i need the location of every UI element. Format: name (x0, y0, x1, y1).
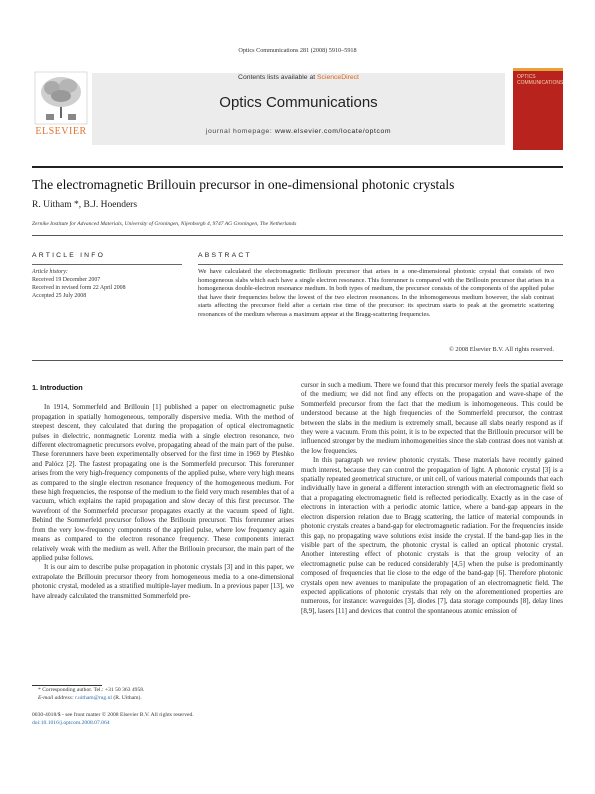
history-label: Article history: (32, 269, 68, 275)
abstract-rule (198, 264, 563, 265)
front-matter-info (32, 712, 194, 727)
article-authors: R. Uitham *, B.J. Hoenders (32, 200, 138, 210)
journal-cover-image (513, 68, 563, 150)
article-info-rule (32, 264, 182, 265)
homepage-url[interactable]: www.elsevier.com/locate/optcom (274, 128, 392, 135)
cover-title-line-1: OPTICS (517, 74, 536, 80)
journal-homepage (92, 128, 505, 135)
abstract-text: We have calculated the electromagnetic Brillouin precursor that arises in a one-dimensional photonic crystal that consists of two homogeneous slabs which each have a single electron resonance. This forerunner is compared with the Brillouin precursor that arises in a homogeneous double-electron resonance medium. In both types of medium, the precursor consists of the components of the applied pulse that have their frequencies below the lowest of the two electron resonances. In the inhomogeneous medium however, the slab contrast starts affecting the precursor field after a certain rise time of the precursor: its spectrum starts to peak at the geometric scattering resonances of the medium whereas a maximum appear at the Bragg-scattering frequencies. (198, 268, 554, 318)
elsevier-wordmark: ELSEVIER (35, 126, 87, 137)
abstract-bottom-rule (32, 360, 563, 361)
article-history (32, 268, 126, 300)
header-rule (32, 166, 563, 168)
email-label: E-mail address: (38, 694, 76, 701)
article-info-heading: ARTICLE INFO (32, 252, 106, 259)
author-affiliation: Zernike Institute for Advanced Materials, University of Groningen, Nijenborgh 4, 9747 AG Groningen, The Netherlands (32, 221, 297, 227)
journal-reference: Optics Communications 281 (2008) 5910–5918 (238, 47, 357, 54)
body-column-left (32, 383, 294, 601)
paragraph: It is our aim to describe pulse propagation in photonic crystals [3] and in this paper, we extrapolate the Brillouin precursor theory from homogeneous media to a one-dimensional photonic crystal, modeled as a stratified multiple-layer medium. In a previous paper [13], we have already calculated the transmitted Sommerfeld pre- (32, 563, 294, 600)
homepage-prefix: journal homepage: (205, 128, 275, 135)
abstract-copyright: © 2008 Elsevier B.V. All rights reserved. (448, 346, 554, 353)
history-accepted: Accepted 25 July 2008 (32, 293, 87, 299)
footnote-rule (32, 685, 102, 686)
history-revised: Received in revised form 22 April 2008 (32, 285, 126, 291)
paragraph: In 1914, Sommerfeld and Brillouin [1] published a paper on electromagnetic pulse propagation in spatially homogeneous, temporally dispersive media. With the method of steepest descent, they calculated that during the propagation of optical electromagnetic pulses in dielectric, nonmagnetic Lorentz media with a single electron resonance, two different electromagnetic precursors evolve, propagating ahead of the main part of the pulse. These forerunners have been experimentally observed for the first time in 1969 by Pleshko and Palócz [2]. The fastest propagating one is the Sommerfeld precursor. This forerunner arises from the very high-frequency components of the applied pulse, where very high means as compared to the single electron resonance frequency of the homogeneous medium. For these high frequencies, the response of the medium to the field very much resembles that of a vacuum, which explains the rapid propagation and slow decay of this first precursor. The wavefront of the Sommerfeld precursor propagates exactly at the vacuum speed of light. Behind the Sommerfeld precursor follows the Brillouin precursor. This forerunner arises from the very low-frequency components of the applied pulse, where low frequency again means as compared to the electron resonance frequency. These components interact relatively weak with the medium as well. After the Brillouin precursor, the main part of the applied pulse follows. (32, 403, 294, 562)
journal-header (32, 70, 563, 165)
body-column-right (301, 381, 563, 616)
abstract-heading: ABSTRACT (198, 252, 252, 259)
email-link[interactable]: r.uitham@rug.nl (75, 694, 112, 701)
cover-title (517, 74, 563, 86)
article-info (32, 252, 182, 299)
doi-link[interactable]: doi:10.1016/j.optcom.2008.07.064 (32, 719, 110, 726)
sciencedirect-link[interactable]: ScienceDirect (317, 74, 359, 81)
abstract (198, 252, 563, 353)
history-received: Received 19 December 2007 (32, 277, 101, 283)
section-heading-introduction: 1. Introduction (32, 383, 83, 392)
contents-prefix: Contents lists available at (238, 74, 318, 81)
journal-title: Optics Communications (219, 94, 378, 111)
issn-line: 0030-4018/$ - see front matter © 2008 Elsevier B.V. All rights reserved. (32, 712, 194, 718)
paragraph: cursor in such a medium. There we found that this precursor merely feels the spatial average of the medium; we did not find any effects on the propagation and wave-shape of the Sommerfeld precursor from the fact that the medium is inhomogeneous. This could be understood because at the high frequencies of the Sommerfeld precursor, the contrast between the slabs in the medium is extremely small, because all slabs nearly respond as if they were a vacuum. From this point, it is to be expected that the Brillouin precursor will be influenced stronger by the medium inhomogeneities since the slab contrast does not vanish at the low frequencies. (301, 381, 563, 455)
contents-available-line (92, 74, 505, 81)
cover-title-line-2: COMMUNICATIONS (517, 80, 564, 86)
cover-strip (513, 68, 563, 71)
affiliation-rule (32, 235, 563, 236)
footnote (38, 687, 144, 702)
corresponding-author: * Corresponding author. Tel.: +31 50 363 4958. (38, 687, 145, 693)
email-suffix: (R. Uitham). (111, 694, 142, 701)
article-title: The electromagnetic Brillouin precursor in one-dimensional photonic crystals (32, 177, 455, 192)
email-line (38, 695, 144, 703)
paragraph: In this paragraph we review photonic crystals. These materials have recently gained much interest, because they can control the propagation of light. A photonic crystal [3] is a spatially repeated geometrical structure, or unit cell, of various material compounds that each individually have in general a different interaction strength with an electromagnetic field so that a propagating electromagnetic field is reflected periodically. Exactly as in the case of electrons in interaction with a periodic atomic lattice, where a band-gap appears in the electron dispersion relation due to Bragg scattering, the lattice of material compounds in photonic crystals creates a band-gap for electromagnetic radiation. For the frequencies inside this gap, no propagating wave solutions exist inside the crystal. If the band-gap lies in the visible part of the spectrum, the photonic crystal is called an optical photonic crystal. Another interesting effect of photonic crystals is that the group velocity of an electromagnetic pulse can be reduced considerably [4,5] when the pulse is predominantly composed of frequencies that lie close to the edge of the band-gap [6]. Therefore photonic crystals open new avenues to manipulate the propagation of an electromagnetic field. The expected applications of photonic crystals that rely on the aforementioned properties are numerous, for instance: waveguides [3], diodes [7], data storage compounds [8], delay lines [8,9], lasers [11] and devices that control the spontaneous atomic emission of (301, 456, 563, 615)
